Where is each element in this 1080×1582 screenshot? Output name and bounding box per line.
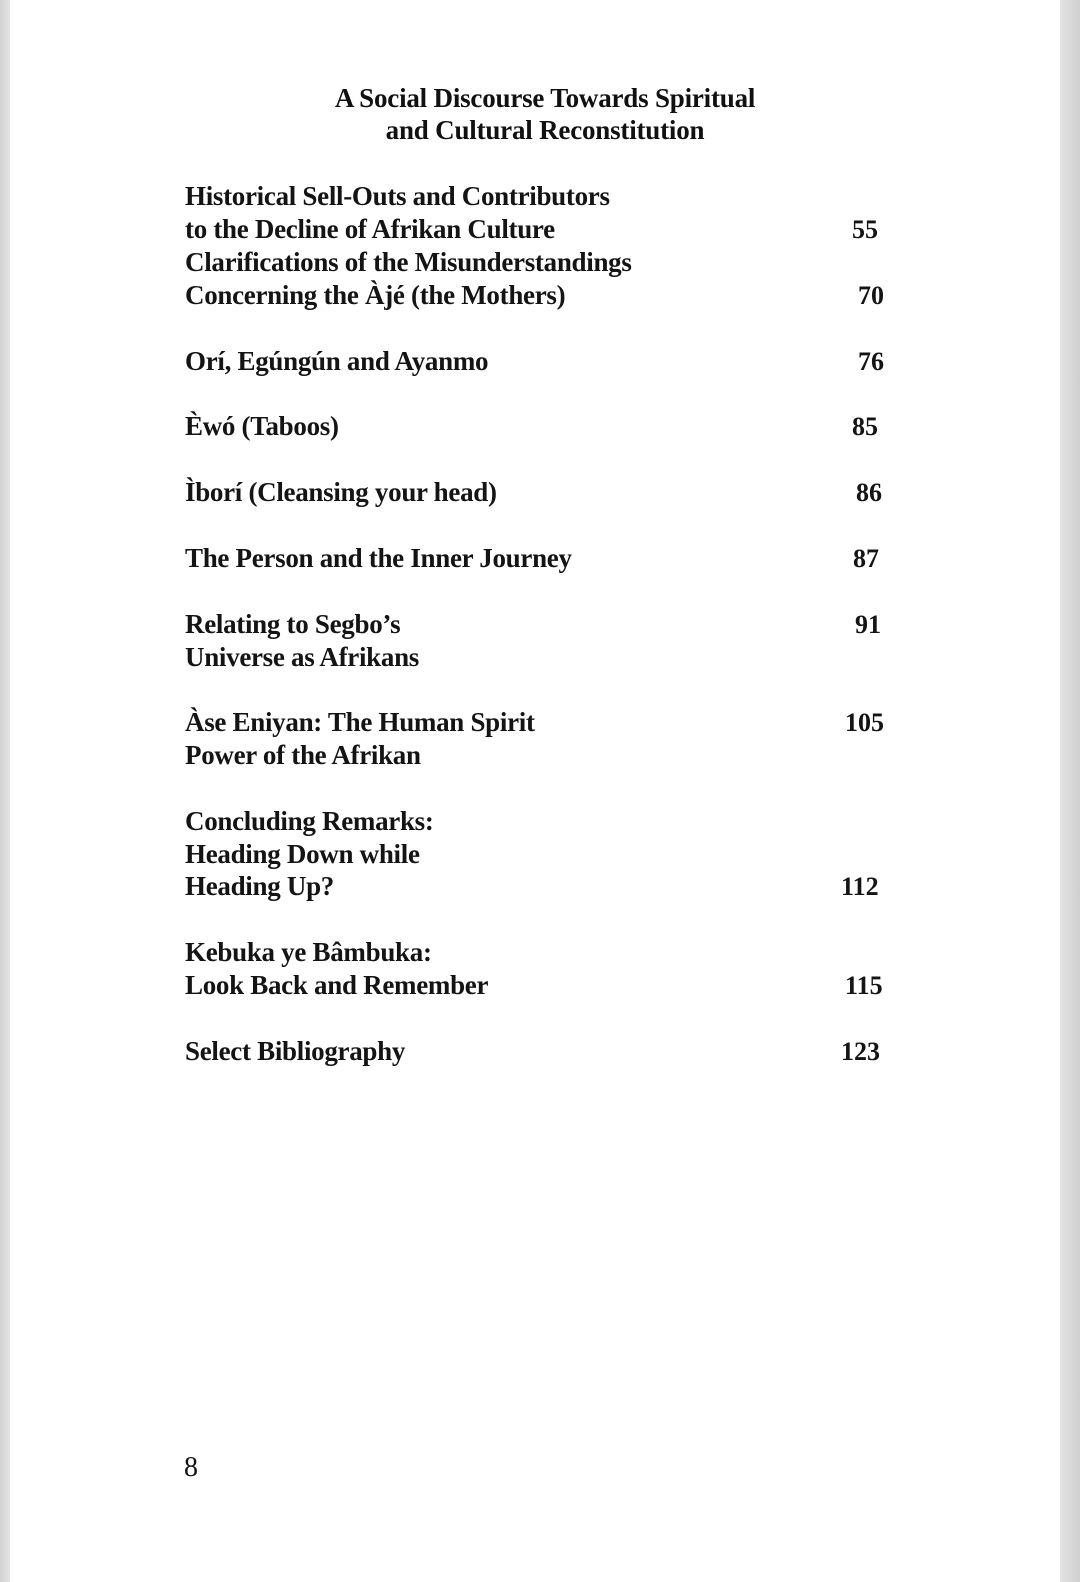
page (10, 0, 1060, 1582)
toc-page-number: 76 (858, 347, 884, 376)
toc-entry-line: Relating to Segbo’s (185, 609, 401, 639)
toc-entry-line: Àse Eniyan: The Human Spirit (185, 707, 535, 737)
section-title-line-2: and Cultural Reconstitution (385, 115, 705, 145)
toc-page-number: 86 (856, 478, 882, 507)
toc-entry-line: Èwó (Taboos) (185, 411, 339, 441)
section-title-line-1: A Social Discourse Towards Spiritual (334, 83, 756, 113)
viewer-right-border (1060, 0, 1080, 1582)
page-number-footer: 8 (184, 1452, 198, 1483)
toc-entry-line: The Person and the Inner Journey (185, 543, 572, 573)
toc-entry-line: Select Bibliography (185, 1036, 406, 1066)
toc-entry-line: Heading Down while (185, 839, 420, 869)
toc-entry-line: Heading Up? (185, 871, 334, 901)
toc-page-number: 105 (845, 708, 884, 737)
toc-entry-line: Orí, Egúngún and Ayanmo (185, 346, 489, 376)
toc-entry-line: Look Back and Remember (185, 970, 489, 1000)
toc-page-number: 85 (852, 412, 878, 441)
toc-entry-line: Concerning the Àjé (the Mothers) (185, 280, 566, 310)
toc-entry-line: Kebuka ye Bâmbuka: (185, 937, 432, 967)
toc-page-number: 55 (852, 215, 878, 244)
toc-entry-line: Ìborí (Cleansing your head) (185, 477, 497, 507)
viewer-left-border (0, 0, 10, 1582)
toc-entry-line: Clarifications of the Misunderstandings (185, 247, 632, 277)
section-title (10, 82, 1080, 146)
toc-page-number: 112 (841, 872, 879, 901)
toc-page-number: 123 (841, 1037, 880, 1066)
toc-entry-line: Power of the Afrikan (185, 740, 421, 770)
toc-page-number: 70 (858, 281, 884, 310)
toc-page-number: 87 (853, 544, 879, 573)
toc-entry-line: Historical Sell-Outs and Contributors (185, 181, 610, 211)
toc-entry-line: Concluding Remarks: (185, 806, 434, 836)
toc-entry-line: Universe as Afrikans (185, 642, 420, 672)
toc-entry-line: to the Decline of Afrikan Culture (185, 214, 555, 244)
toc-page-number: 115 (845, 971, 883, 1000)
toc-page-number: 91 (855, 610, 881, 639)
